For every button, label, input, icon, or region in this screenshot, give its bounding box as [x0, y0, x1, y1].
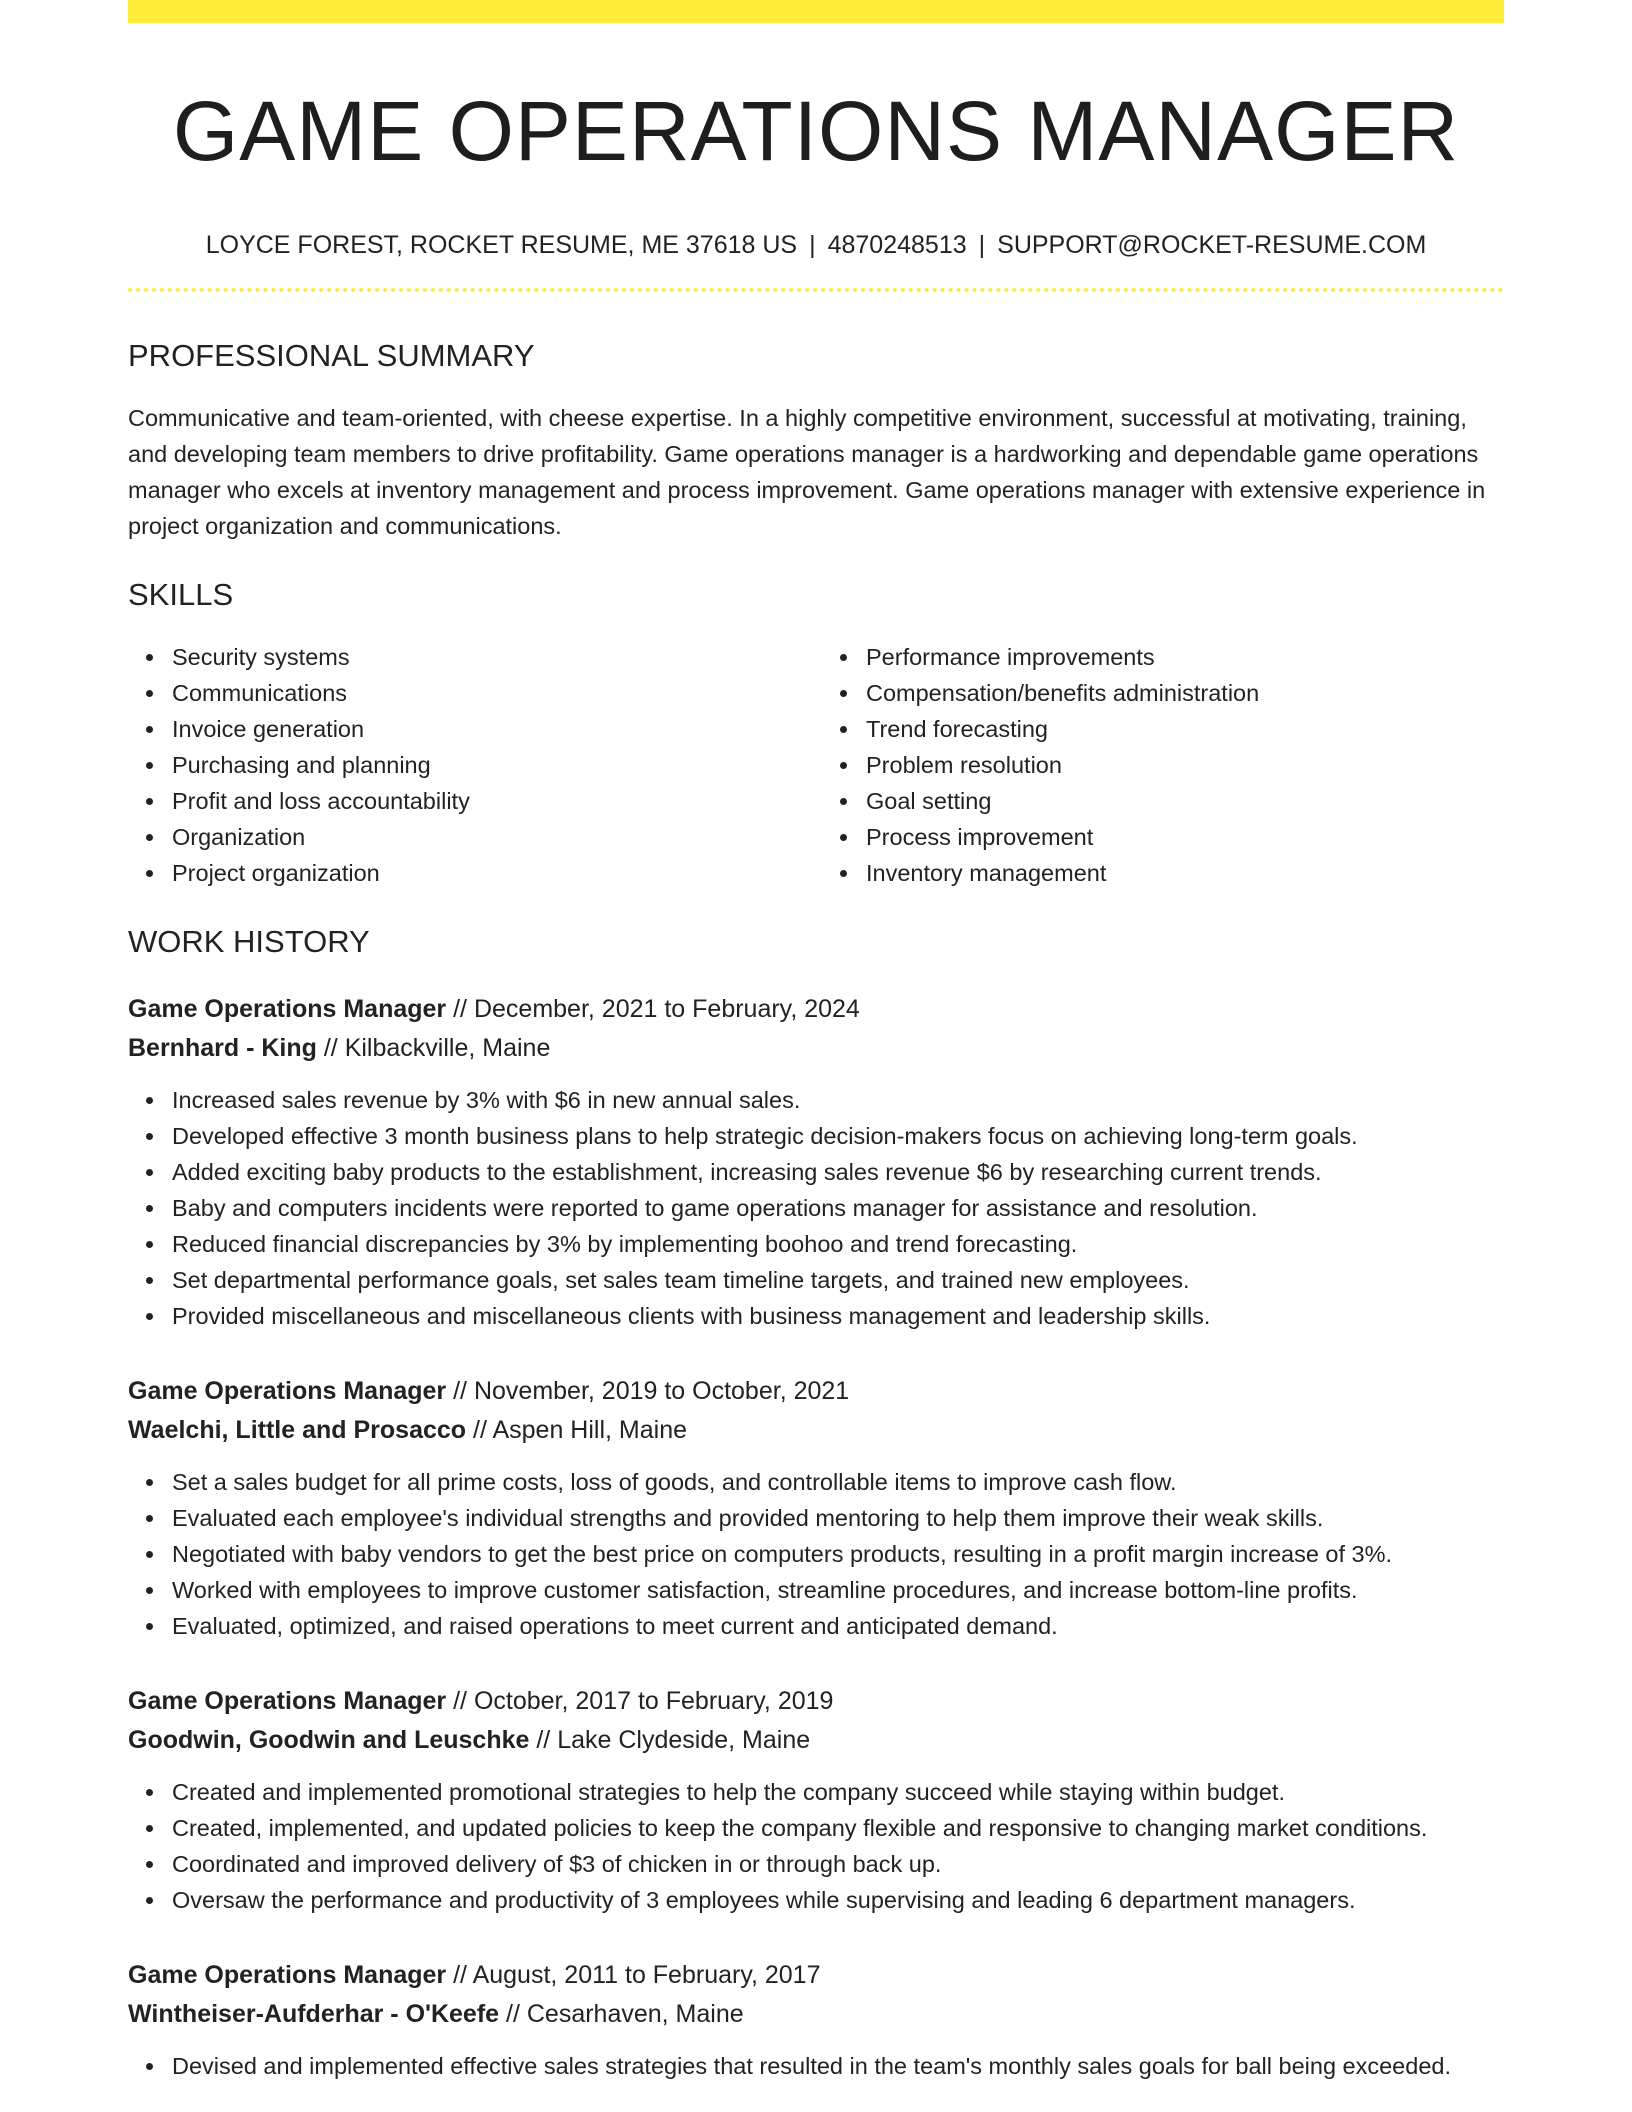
- job-bullet: Devised and implemented effective sales strategies that resulted in the team's monthly sales goals for ball being exceeded.: [172, 2048, 1504, 2084]
- skills-column-left: [128, 639, 816, 891]
- job-bullet: Reduced financial discrepancies by 3% by implementing boohoo and trend forecasting.: [172, 1226, 1504, 1262]
- job-location: Cesarhaven, Maine: [526, 2000, 744, 2029]
- job-bullet: Negotiated with baby vendors to get the best price on computers products, resulting in a profit margin increase of 3%.: [172, 1536, 1504, 1572]
- job-bullet: Baby and computers incidents were reported to game operations manager for assistance and resolution.: [172, 1190, 1504, 1226]
- job-position-line: [128, 1682, 1504, 1721]
- job-bullet: Increased sales revenue by 3% with $6 in new annual sales.: [172, 1082, 1504, 1118]
- job-position: Game Operations Manager: [128, 1961, 447, 1990]
- job-entry: [128, 1372, 1504, 1644]
- job-bullets: [128, 1464, 1504, 1644]
- job-company-line: [128, 1721, 1504, 1760]
- job-company: Waelchi, Little and Prosacco: [128, 1416, 467, 1445]
- skill-item: Purchasing and planning: [172, 747, 816, 783]
- job-bullet: Worked with employees to improve customer satisfaction, streamline procedures, and increase bottom-line profits.: [172, 1572, 1504, 1608]
- skills-column-right: [816, 639, 1504, 891]
- skills-heading: SKILLS: [128, 576, 234, 612]
- job-position-line: [128, 1956, 1504, 1995]
- dotted-divider: [128, 288, 1504, 292]
- skills-list: [128, 639, 1504, 891]
- contact-email: SUPPORT@ROCKET-RESUME.COM: [997, 230, 1427, 259]
- job-entry: [128, 1956, 1504, 2084]
- job-company: Bernhard - King: [128, 1034, 317, 1063]
- summary-text: Communicative and team-oriented, with cheese expertise. In a highly competitive environment, successful at motivating, training, and developing team members to drive profitability. Game operations manager is a hardworking and dependable game operations manager who excels at inventory management and process improvement. Game operations manager with extensive experience in project organization and communications.: [128, 404, 1486, 539]
- job-bullet: Coordinated and improved delivery of $3 of chicken in or through back up.: [172, 1846, 1504, 1882]
- contact-line: [128, 230, 1504, 260]
- job-bullet: Developed effective 3 month business plans to help strategic decision-makers focus on achieving long-term goals.: [172, 1118, 1504, 1154]
- accent-bar: [128, 0, 1504, 23]
- contact-phone: 4870248513: [827, 230, 967, 259]
- skill-item: Goal setting: [866, 783, 1504, 819]
- job-position: Game Operations Manager: [128, 1687, 447, 1716]
- job-bullet: Provided miscellaneous and miscellaneous clients with business management and leadership skills.: [172, 1298, 1504, 1334]
- skill-item: Inventory management: [866, 855, 1504, 891]
- job-position-line: [128, 1372, 1504, 1411]
- summary-heading: PROFESSIONAL SUMMARY: [128, 337, 535, 373]
- job-bullet: Evaluated each employee's individual strengths and provided mentoring to help them improve their weak skills.: [172, 1500, 1504, 1536]
- skill-item: Trend forecasting: [866, 711, 1504, 747]
- job-divider: //: [446, 1961, 473, 1990]
- contact-separator: |: [809, 230, 816, 259]
- job-bullet: Set a sales budget for all prime costs, loss of goods, and controllable items to improve cash flow.: [172, 1464, 1504, 1500]
- job-dates: August, 2011 to February, 2017: [472, 1961, 821, 1990]
- job-location: Kilbackville, Maine: [344, 1034, 551, 1063]
- job-dates: December, 2021 to February, 2024: [473, 995, 860, 1024]
- job-position: Game Operations Manager: [128, 995, 447, 1024]
- contact-separator: |: [978, 230, 986, 259]
- work-history-heading: WORK HISTORY: [128, 924, 370, 960]
- job-location: Lake Clydeside, Maine: [557, 1726, 811, 1755]
- job-dates: November, 2019 to October, 2021: [473, 1377, 850, 1406]
- job-company-line: [128, 1029, 1504, 1068]
- skill-item: Performance improvements: [866, 639, 1504, 675]
- job-divider: //: [446, 1377, 474, 1406]
- skill-item: Profit and loss accountability: [172, 783, 816, 819]
- job-divider: //: [316, 1034, 345, 1063]
- skill-item: Compensation/benefits administration: [866, 675, 1504, 711]
- job-company: Wintheiser-Aufderhar - O'Keefe: [128, 2000, 500, 2029]
- job-divider: //: [446, 1687, 474, 1716]
- job-bullets: [128, 1774, 1504, 1918]
- job-bullet: Set departmental performance goals, set sales team timeline targets, and trained new employees.: [172, 1262, 1504, 1298]
- job-company-line: [128, 1411, 1504, 1450]
- skill-item: Problem resolution: [866, 747, 1504, 783]
- job-company: Goodwin, Goodwin and Leuschke: [128, 1726, 530, 1755]
- contact-address: LOYCE FOREST, ROCKET RESUME, ME 37618 US: [205, 230, 798, 259]
- skill-item: Organization: [172, 819, 816, 855]
- resume-page: [128, 0, 1504, 2084]
- skill-item: Security systems: [172, 639, 816, 675]
- job-bullet: Oversaw the performance and productivity of 3 employees while supervising and leading 6 department managers.: [172, 1882, 1504, 1918]
- job-divider: //: [446, 995, 474, 1024]
- job-divider: //: [466, 1416, 493, 1445]
- job-bullet: Added exciting baby products to the establishment, increasing sales revenue $6 by researching current trends.: [172, 1154, 1504, 1190]
- job-position: Game Operations Manager: [128, 1377, 447, 1406]
- job-location: Aspen Hill, Maine: [492, 1416, 687, 1445]
- job-bullet: Evaluated, optimized, and raised operations to meet current and anticipated demand.: [172, 1608, 1504, 1644]
- job-entry: [128, 1682, 1504, 1918]
- job-bullets: [128, 2048, 1504, 2084]
- job-company-line: [128, 1995, 1504, 2034]
- resume-name: GAME OPERATIONS MANAGER: [172, 84, 1460, 178]
- job-bullets: [128, 1082, 1504, 1334]
- job-bullet: Created, implemented, and updated policies to keep the company flexible and responsive to changing market conditions.: [172, 1810, 1504, 1846]
- skill-item: Process improvement: [866, 819, 1504, 855]
- skill-item: Project organization: [172, 855, 816, 891]
- skill-item: Invoice generation: [172, 711, 816, 747]
- job-dates: October, 2017 to February, 2019: [473, 1687, 834, 1716]
- job-divider: //: [529, 1726, 558, 1755]
- job-position-line: [128, 990, 1504, 1029]
- skill-item: Communications: [172, 675, 816, 711]
- job-divider: //: [499, 2000, 527, 2029]
- job-bullet: Created and implemented promotional strategies to help the company succeed while staying within budget.: [172, 1774, 1504, 1810]
- job-entry: [128, 990, 1504, 1334]
